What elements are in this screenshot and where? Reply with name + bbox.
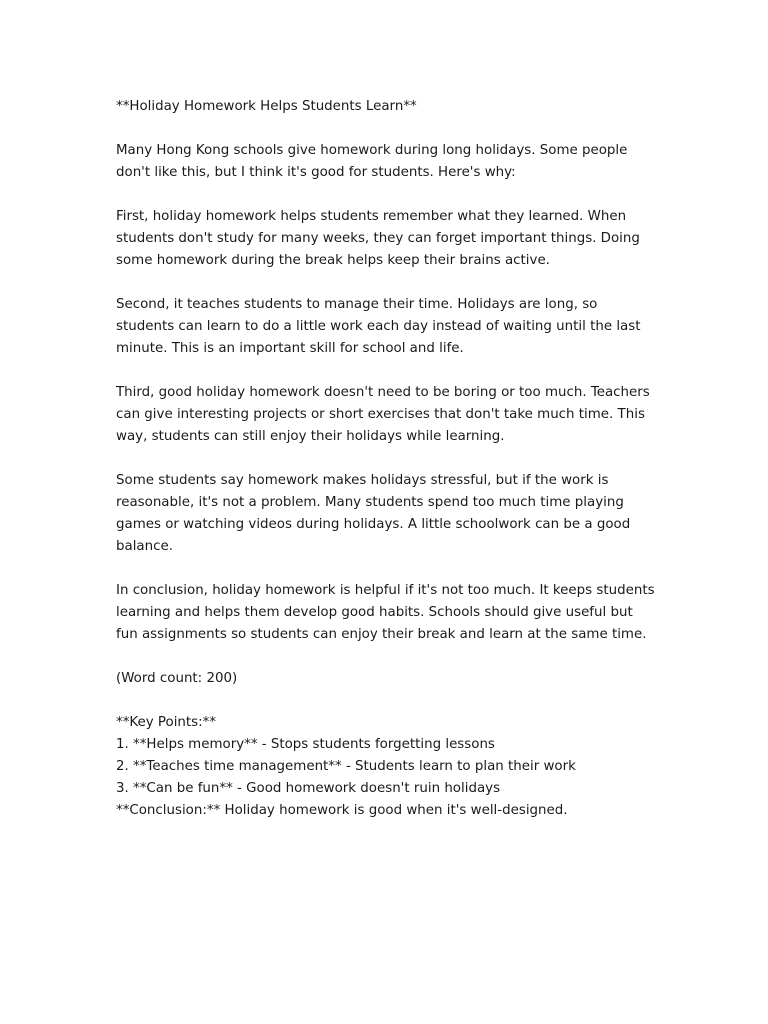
paragraph-intro: Many Hong Kong schools give homework during long holidays. Some people don't like this, but I think it's good for students. Here's why: xyxy=(116,143,628,180)
paragraph-third: Third, good holiday homework doesn't need to be boring or too much. Teachers can give interesting projects or short exercises that don't take much time. This way, students can still enjoy their holidays while learning. xyxy=(116,385,650,444)
key-points-section xyxy=(116,712,656,822)
list-item: 1. **Helps memory** - Stops students forgetting lessons xyxy=(116,737,495,752)
list-item: 2. **Teaches time management** - Students learn to plan their work xyxy=(116,759,576,774)
paragraph-counterpoint: Some students say homework makes holidays stressful, but if the work is reasonable, it's not a problem. Many students spend too much time playing games or watching videos during holidays. A little schoolwork can be a good balance. xyxy=(116,473,631,554)
paragraph-second: Second, it teaches students to manage their time. Holidays are long, so students can learn to do a little work each day instead of waiting until the last minute. This is an important skill for school and life. xyxy=(116,297,641,356)
paragraph-first: First, holiday homework helps students remember what they learned. When students don't study for many weeks, they can forget important things. Doing some homework during the break helps keep their brains active. xyxy=(116,209,640,268)
paragraph-conclusion: In conclusion, holiday homework is helpful if it's not too much. It keeps students learning and helps them develop good habits. Schools should give useful but fun assignments so students can enjoy their break and learn at the same time. xyxy=(116,583,655,642)
document-title: **Holiday Homework Helps Students Learn** xyxy=(116,99,417,114)
key-points-heading: **Key Points:** xyxy=(116,715,217,730)
key-points-list xyxy=(116,734,656,800)
document-page xyxy=(116,96,656,822)
word-count: (Word count: 200) xyxy=(116,671,238,686)
list-item: 3. **Can be fun** - Good homework doesn't ruin holidays xyxy=(116,781,501,796)
conclusion-line: **Conclusion:** Holiday homework is good when it's well-designed. xyxy=(116,803,568,818)
